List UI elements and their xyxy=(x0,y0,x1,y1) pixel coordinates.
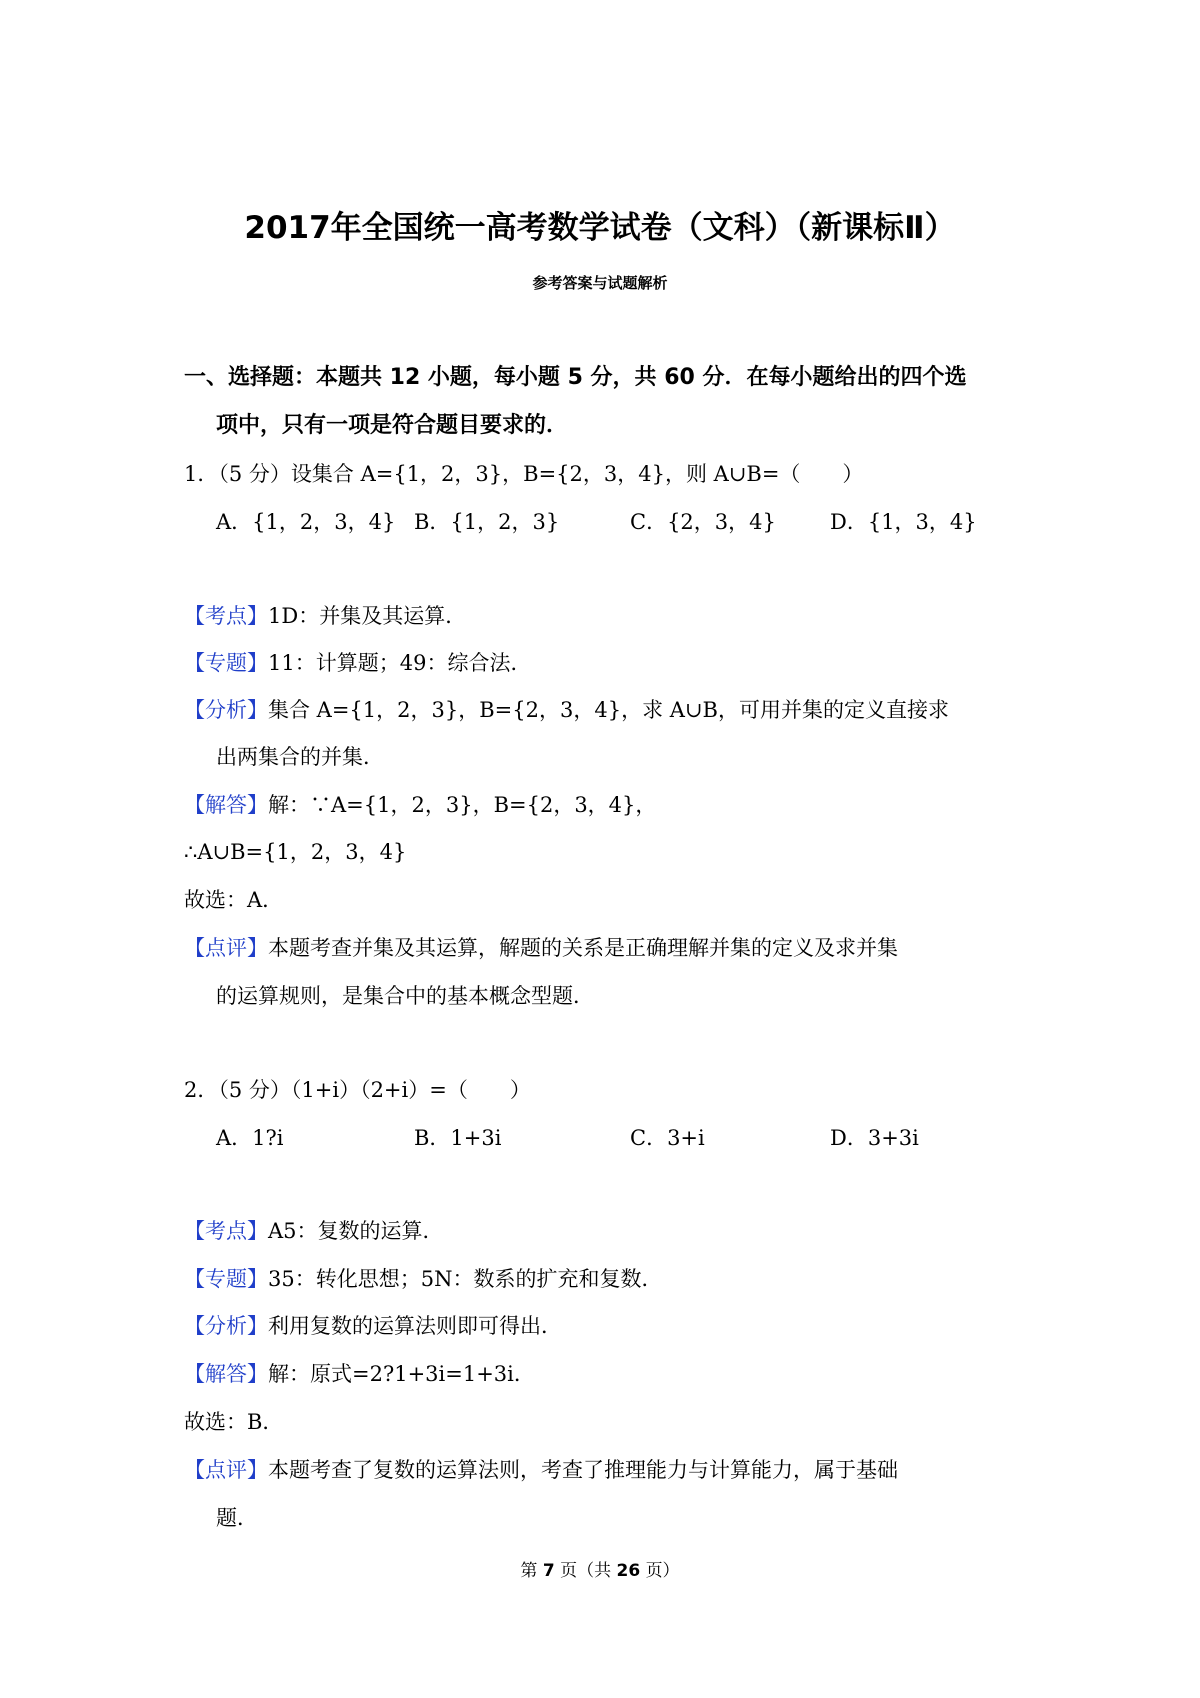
jieda-text: 解：原式=2?1+3i=1+3i． xyxy=(268,1362,535,1386)
page-title: 2017年全国统一高考数学试卷（文科）（新课标Ⅱ） xyxy=(244,210,956,246)
question-1-option-c: C．{2，3，4} xyxy=(630,510,776,534)
jieda-tag: 【解答】 xyxy=(184,1362,268,1386)
jieda-tag: 【解答】 xyxy=(184,793,268,817)
dianping-text: 本题考查并集及其运算，解题的关系是正确理解并集的定义及求并集 xyxy=(268,936,898,960)
question-2-stem: 2．（5 分）（1+i）（2+i）=（ ） xyxy=(184,1078,531,1102)
question-2-kaodian xyxy=(184,1215,444,1245)
question-2-option-b: B．1+3i xyxy=(414,1126,502,1150)
dianping-tag: 【点评】 xyxy=(184,1458,268,1482)
question-1-stem: 1．（5 分）设集合 A={1，2，3}，B={2，3，4}，则 A∪B=（ ） xyxy=(184,462,864,486)
question-1-fenxi xyxy=(184,694,949,724)
kaodian-tag: 【考点】 xyxy=(184,1219,268,1243)
fenxi-text: 集合 A={1，2，3}，B={2，3，4}，求 A∪B，可用并集的定义直接求 xyxy=(268,698,949,722)
question-2-option-c: C．3+i xyxy=(630,1126,705,1150)
footer-page-number: 7 xyxy=(542,1561,555,1581)
question-1-jieda xyxy=(184,789,656,819)
zhuanti-tag: 【专题】 xyxy=(184,651,268,675)
page-footer xyxy=(0,1556,1200,1581)
question-2-zhuanti xyxy=(184,1263,662,1293)
footer-total-pages: 26 xyxy=(616,1561,641,1581)
question-2-dianping xyxy=(184,1454,898,1484)
question-1-option-d: D．{1，3，4} xyxy=(830,510,977,534)
question-2-fenxi xyxy=(184,1310,562,1340)
section-heading-line2: 项中，只有一项是符合题目要求的． xyxy=(216,413,569,438)
fenxi-tag: 【分析】 xyxy=(184,698,268,722)
question-1-choice: 故选：A． xyxy=(184,888,284,912)
kaodian-text: A5：复数的运算． xyxy=(268,1219,444,1243)
footer-prefix: 第 xyxy=(520,1561,538,1581)
question-1-fenxi-cont: 出两集合的并集． xyxy=(216,745,384,769)
question-1-dianping-cont: 的运算规则，是集合中的基本概念型题． xyxy=(216,984,594,1008)
question-1-option-b: B．{1，2，3} xyxy=(414,510,560,534)
question-1-therefore: ∴A∪B={1，2，3，4} xyxy=(184,840,407,864)
dianping-tag: 【点评】 xyxy=(184,936,268,960)
question-2-jieda xyxy=(184,1358,535,1388)
fenxi-text: 利用复数的运算法则即可得出． xyxy=(268,1314,562,1338)
zhuanti-text: 35：转化思想；5N：数系的扩充和复数． xyxy=(268,1267,663,1291)
question-1-dianping xyxy=(184,932,898,962)
question-2-option-a: A．1?i xyxy=(216,1126,284,1150)
dianping-text: 本题考查了复数的运算法则，考查了推理能力与计算能力，属于基础 xyxy=(268,1458,898,1482)
zhuanti-tag: 【专题】 xyxy=(184,1267,268,1291)
footer-suffix: 页） xyxy=(645,1561,680,1581)
question-2-choice: 故选：B． xyxy=(184,1410,284,1434)
kaodian-tag: 【考点】 xyxy=(184,604,268,628)
jieda-text: 解：∵A={1，2，3}，B={2，3，4}， xyxy=(268,793,657,817)
question-1-kaodian xyxy=(184,600,466,630)
fenxi-tag: 【分析】 xyxy=(184,1314,268,1338)
kaodian-text: 1D：并集及其运算． xyxy=(268,604,467,628)
question-1-option-a: A．{1，2，3，4} xyxy=(216,510,396,534)
zhuanti-text: 11：计算题；49：综合法． xyxy=(268,651,532,675)
footer-mid: 页（共 xyxy=(560,1561,612,1581)
question-2-option-d: D．3+3i xyxy=(830,1126,919,1150)
question-1-zhuanti xyxy=(184,647,531,677)
page-subtitle: 参考答案与试题解析 xyxy=(532,274,668,292)
question-2-dianping-cont: 题． xyxy=(216,1506,258,1530)
section-heading-line1: 一、选择题：本题共 12 小题，每小题 5 分，共 60 分．在每小题给出的四个选 xyxy=(184,365,967,390)
